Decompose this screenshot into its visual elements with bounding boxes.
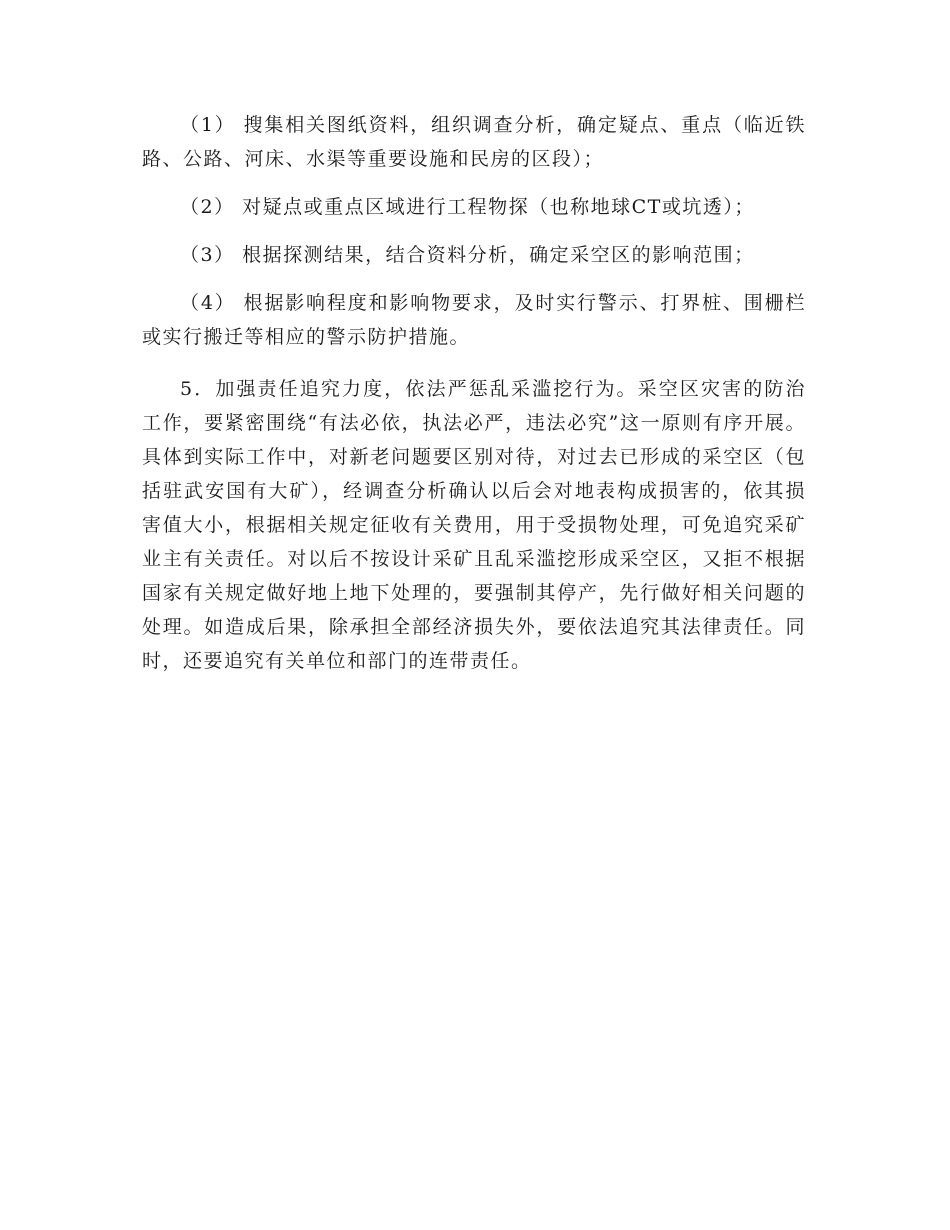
paragraph-spacer	[142, 224, 806, 238]
paragraph-step-4: （4） 根据影响程度和影响物要求，及时实行警示、打界桩、围栅栏或实行搬迁等相应的警示防护措施。	[142, 292, 806, 348]
paragraph-step-3: （3） 根据探测结果，结合资料分析，确定采空区的影响范围；	[180, 244, 755, 266]
paragraph-section-5: 5．加强责任追究力度，依法严惩乱采滥挖行为。采空区灾害的防治工作，要紧密围绕“有法必依，执法必严，违法必究”这一原则有序开展。具体到实际工作中，对新老问题要区别对待，对过去已形成的采空区（包括驻武安国有大矿），经调查分析确认以后会对地表构成损害的，依其损害值大小，根据相关规定征收有关费用，用于受损物处理，可免追究采矿业主有关责任。对以后不按设计采矿且乱采滥挖形成采空区，又拒不根据国家有关规定做好地上地下处理的，要强制其停产，先行做好相关问题的处理。如造成后果，除承担全部经济损失外，要依法追究其法律责任。同时，还要追究有关单位和部门的连带责任。	[142, 378, 806, 672]
paragraph-step-1: （1） 搜集相关图纸资料，组织调查分析，确定疑点、重点（临近铁路、公路、河床、水渠等重要设施和民房的区段）；	[142, 114, 806, 170]
paragraph-spacer	[142, 354, 806, 372]
paragraph-step-2: （2） 对疑点或重点区域进行工程物探（也称地球CT或坑透）；	[180, 196, 755, 218]
paragraph-spacer	[142, 176, 806, 190]
document-body	[142, 108, 806, 678]
paragraph-spacer	[142, 272, 806, 286]
